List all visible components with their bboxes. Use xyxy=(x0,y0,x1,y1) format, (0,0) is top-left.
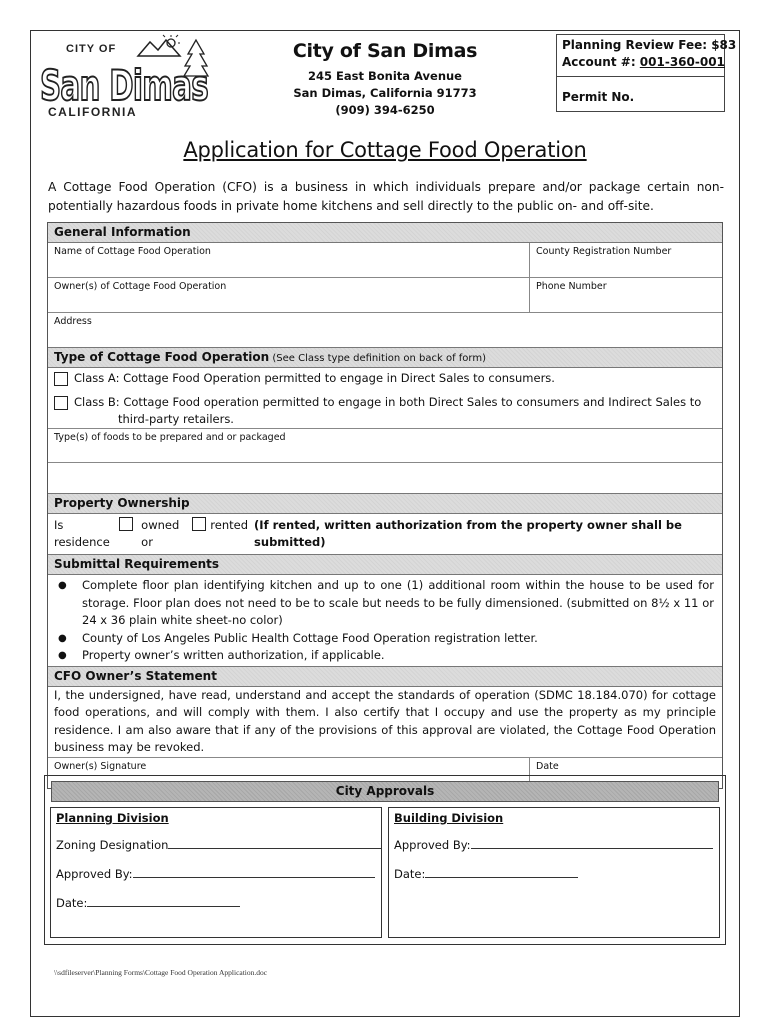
planning-approved-blank[interactable] xyxy=(133,865,375,878)
zoning-label: Zoning Designation xyxy=(56,838,169,852)
cfo-type-title: Type of Cottage Food Operation xyxy=(54,350,270,364)
fee-label: Planning Review Fee: $83 xyxy=(562,38,737,52)
planning-division-title: Planning Division xyxy=(56,811,169,825)
cfo-type-heading xyxy=(48,347,722,368)
class-a-option[interactable] xyxy=(48,368,722,389)
foods-field[interactable] xyxy=(48,429,722,463)
building-date-label: Date: xyxy=(394,867,426,881)
city-approvals-heading: City Approvals xyxy=(51,781,719,802)
bullet-icon: ● xyxy=(58,632,67,644)
class-b-label-cont: third-party retailers. xyxy=(118,412,234,426)
class-a-checkbox[interactable] xyxy=(54,372,68,386)
foods-field-line-2[interactable] xyxy=(48,463,722,493)
logo-main-text: San Dimas xyxy=(40,61,208,110)
account-label: Account #: xyxy=(562,55,640,69)
building-approved-label: Approved By: xyxy=(394,838,471,852)
signature-date-label: Date xyxy=(536,760,559,772)
class-b-continued xyxy=(48,411,722,429)
planning-date-field[interactable] xyxy=(56,894,376,910)
page-title: Application for Cottage Food Operation xyxy=(183,138,587,162)
list-item xyxy=(48,630,722,648)
building-date-field[interactable] xyxy=(394,865,714,881)
planning-division-box xyxy=(50,807,382,938)
planning-approved-label: Approved By: xyxy=(56,867,133,881)
city-approvals xyxy=(44,775,726,945)
city-name: City of San Dimas xyxy=(292,40,478,62)
list-item xyxy=(48,647,722,665)
permit-no-field[interactable]: Permit No. xyxy=(562,90,635,104)
cfo-type-note: (See Class type definition on back of form) xyxy=(269,353,486,364)
city-info xyxy=(270,40,500,119)
submittal-item-2: County of Los Angeles Public Health Cottage Food Operation registration letter. xyxy=(82,630,538,645)
planning-approved-by-field[interactable] xyxy=(56,865,376,881)
form-row xyxy=(48,243,722,278)
county-registration-label: County Registration Number xyxy=(536,246,672,257)
address-line-2: San Dimas, California 91773 xyxy=(293,86,477,100)
address-label: Address xyxy=(54,316,92,327)
submittal-list xyxy=(48,575,722,666)
owner-statement-heading: CFO Owner’s Statement xyxy=(48,666,722,687)
class-a-label: Class A: Cottage Food Operation permitted to engage in Direct Sales to consumers. xyxy=(74,371,555,385)
planning-date-label: Date: xyxy=(56,896,88,910)
class-b-option[interactable] xyxy=(48,389,722,411)
is-residence-label: Is residence xyxy=(54,518,110,549)
phone-number-label: Phone Number xyxy=(536,281,607,292)
building-approved-by-field[interactable] xyxy=(394,836,714,852)
owners-label: Owner(s) of Cottage Food Operation xyxy=(54,281,227,292)
building-date-blank[interactable] xyxy=(425,865,578,878)
fee-info xyxy=(557,35,737,77)
address-line-1: 245 East Bonita Avenue xyxy=(308,69,462,83)
submittal-item-3: Property owner’s written authorization, if applicable. xyxy=(82,648,385,662)
building-approved-blank[interactable] xyxy=(471,836,713,849)
bullet-icon: ● xyxy=(58,650,67,661)
rented-note: (If rented, written authorization from the property owner shall be submitted) xyxy=(254,518,682,549)
submittal-item-1: Complete floor plan identifying kitchen and up to one (1) additional room within the house to be used for storage. Floor plan does not need to be to scale but needs to be fully dimensioned. (submitted on 8½ x 11 or 24 x 36 plain white sheet-no color) xyxy=(82,578,714,627)
building-division-box xyxy=(388,807,720,938)
zoning-designation-field[interactable] xyxy=(56,836,376,852)
foods-label: Type(s) of foods to be prepared and or packaged xyxy=(54,432,286,443)
city-phone: (909) 394-6250 xyxy=(335,103,435,117)
logo-bottom-text: CALIFORNIA xyxy=(48,105,137,118)
submittal-heading: Submittal Requirements xyxy=(48,554,722,575)
class-b-label: Class B: Cottage Food operation permitted to engage in both Direct Sales to consumers and Indirect Sales to xyxy=(74,395,702,409)
general-info-heading: General Information xyxy=(48,223,722,243)
intro-paragraph: A Cottage Food Operation (CFO) is a business in which individuals prepare and/or package certain non-potentially hazardous foods in private home kitchens and sell directly to the public on- and off-site. xyxy=(48,180,724,213)
planning-date-blank[interactable] xyxy=(87,894,240,907)
owned-checkbox[interactable] xyxy=(119,517,133,531)
phone-number-field[interactable] xyxy=(530,278,722,312)
bullet-icon: ● xyxy=(58,580,67,591)
application-form xyxy=(47,222,723,789)
cfo-name-label: Name of Cottage Food Operation xyxy=(54,246,211,257)
san-dimas-logo xyxy=(38,34,210,118)
owner-statement-text: I, the undersigned, have read, understand and accept the standards of operation (SDMC 18.184.070) for cottage food operations, and will comply with them. I also certify that I occupy and use the property as my principle residence. I am also aware that if any of the provisions of this approval are violated, the Cottage Food Operation business may be revoked. xyxy=(54,687,716,754)
rented-checkbox[interactable] xyxy=(192,517,206,531)
fee-box xyxy=(556,34,737,112)
owners-field[interactable] xyxy=(48,278,530,312)
building-division-title: Building Division xyxy=(394,811,504,825)
class-b-checkbox[interactable] xyxy=(54,396,68,410)
property-ownership-heading: Property Ownership xyxy=(48,493,722,514)
signature-label: Owner(s) Signature xyxy=(54,760,147,772)
form-row xyxy=(48,278,722,313)
cfo-name-field[interactable] xyxy=(48,243,530,277)
zoning-blank[interactable] xyxy=(168,836,381,849)
list-item xyxy=(48,577,722,630)
rented-label: rented xyxy=(210,518,249,532)
form-row xyxy=(48,313,722,347)
logo-top-text: CITY OF xyxy=(66,43,117,55)
owned-or-label: owned or xyxy=(141,518,180,549)
property-ownership-row xyxy=(48,514,722,554)
address-field[interactable] xyxy=(48,313,722,347)
account-line xyxy=(562,54,725,71)
county-registration-field[interactable] xyxy=(530,243,722,277)
file-path-footer: \\sdfileserver\Planning Forms\Cottage Food Operation Application.doc xyxy=(54,968,268,977)
account-number: 001-360-001 xyxy=(639,55,725,69)
